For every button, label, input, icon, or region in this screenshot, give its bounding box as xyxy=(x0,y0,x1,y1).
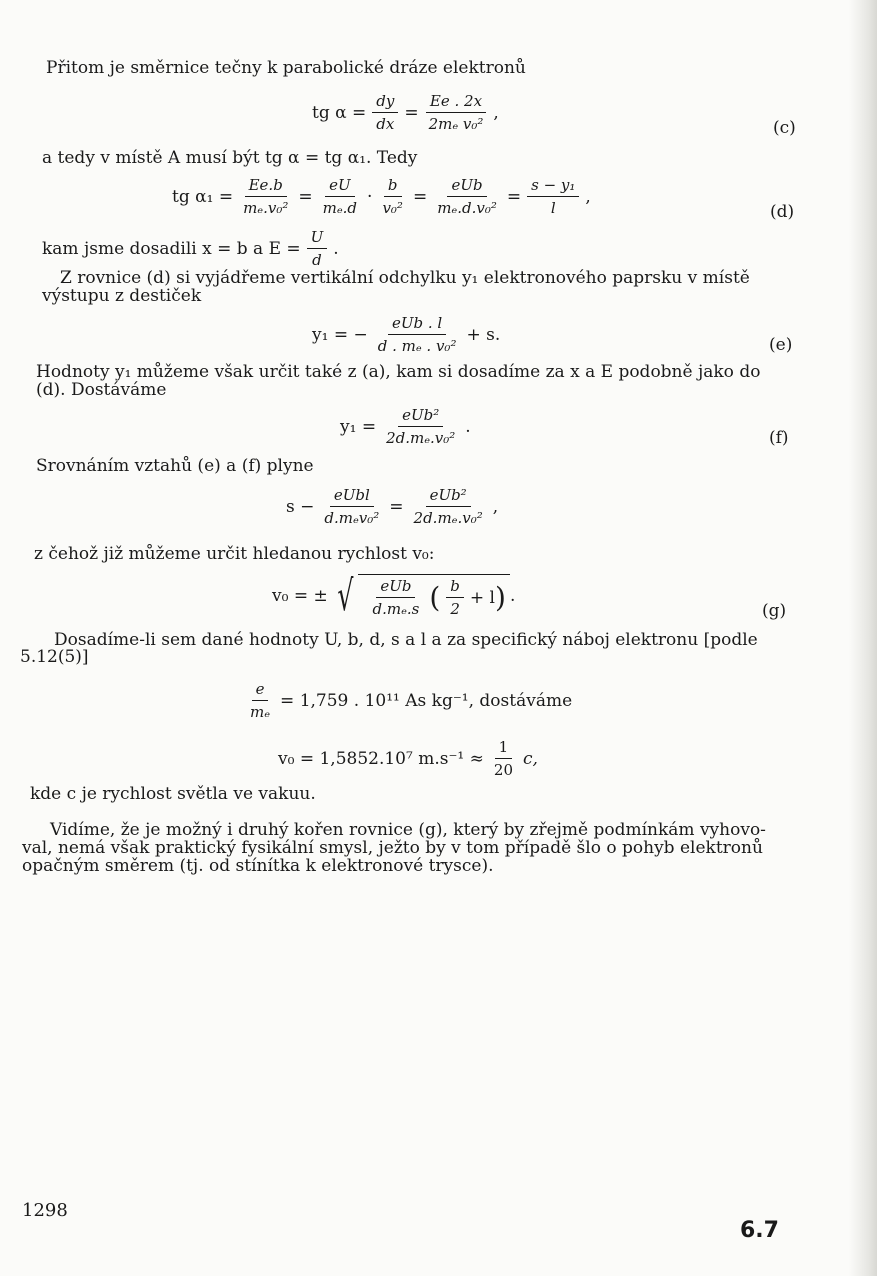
section-number: 6.7 xyxy=(740,1218,779,1243)
paragraph-7: z čehož již můžeme určit hledanou rychlost v₀: xyxy=(34,544,435,564)
paragraph-10-line-3: opačným směrem (tj. od stínítka k elektronové trysce). xyxy=(22,856,494,876)
paragraph-3: kam jsme dosadili x = b a E = $\frac{U}{d}$ . xyxy=(42,228,339,269)
eq-c-frac-1: $\frac{dy}{dx}$ xyxy=(372,92,398,133)
eq-s-frac-2: $\frac{\text{eUb²}}{\text{2d.mₑ.v₀²}}$ xyxy=(413,486,483,527)
page-edge-shadow xyxy=(849,0,877,1276)
eq-d-frac-3: $\frac{b}{\text{v₀²}}$ xyxy=(382,176,403,217)
eq-label-e: (e) xyxy=(769,335,793,355)
page-number: 1298 xyxy=(22,1200,68,1221)
eq-d-frac-5: $\frac{\text{s − y₁}}{l}$ xyxy=(527,176,579,217)
eq-label-f: (f) xyxy=(769,428,789,448)
eq-label-d: (d) xyxy=(770,202,795,222)
paragraph-2: a tedy v místě A musí být tg α = tg α₁. Tedy xyxy=(42,148,418,168)
paragraph-8-line-1: Dosadíme-li sem dané hodnoty U, b, d, s a l a za specifický náboj elektronu [podle xyxy=(54,630,758,650)
paragraph-1: Přitom je směrnice tečny k parabolické dráze elektronů xyxy=(46,58,526,78)
eq-e-frac: $\frac{\text{eUb . l}}{\text{d . mₑ . v₀²}}$ xyxy=(377,314,457,355)
equation-s: s − $\frac{\text{eUbl}}{\text{d.mₑv₀²}}$ = $\frac{\text{eUb²}}{\text{2d.mₑ.v₀²}}$ , xyxy=(286,486,499,527)
paragraph-6: Srovnáním vztahů (e) a (f) plyne xyxy=(36,456,314,476)
eq-s-frac-1: $\frac{\text{eUbl}}{\text{d.mₑv₀²}}$ xyxy=(324,486,380,527)
equation-f: y₁ = $\frac{\text{eUb²}}{\text{2d.mₑ.v₀²}}$ . xyxy=(340,406,471,447)
paragraph-9: kde c je rychlost světla ve vakuu. xyxy=(30,784,316,804)
equation-d: tg α₁ = $\frac{Ee.b}{\text{mₑ.v₀²}}$ = $\frac{eU}{\text{mₑ.d}}$ · $\frac{b}{\text{v₀²}}$ = $\frac{\text{eUb}}{\text{mₑ.d.v₀²}}$ = $\frac{\text{s − y₁}}{l}$ , xyxy=(172,176,591,217)
eq-v0-frac: $\frac{1}{20}$ xyxy=(493,738,513,779)
eq-f-frac: $\frac{\text{eUb²}}{\text{2d.mₑ.v₀²}}$ xyxy=(386,406,456,447)
paragraph-10-line-2: val, nemá však praktický fysikální smysl, ježto by v tom případě šlo o pohyb elektronů xyxy=(22,838,763,858)
eq-label-g: (g) xyxy=(762,601,787,621)
eq-label-c: (c) xyxy=(773,118,796,138)
eq-d-frac-1: $\frac{Ee.b}{\text{mₑ.v₀²}}$ xyxy=(243,176,289,217)
paragraph-8-line-2: 5.12(5)] xyxy=(20,647,89,667)
paragraph-5-line-1: Hodnoty y₁ můžeme však určit také z (a), kam si dosadíme za x a E podobně jako do xyxy=(36,362,761,382)
paragraph-10-line-1: Vidíme, že je možný i druhý kořen rovnice (g), který by zřejmě podmínkám vyhovo- xyxy=(50,820,766,840)
equation-v0: v₀ = 1,5852.10⁷ m.s⁻¹ ≈ $\frac{1}{20}$ c, xyxy=(278,738,538,779)
equation-c: tg α = $\frac{dy}{dx}$ = $\frac{Ee . 2x}{\text{2mₑ v₀²}}$ , xyxy=(312,92,499,133)
p3-frac: $\frac{U}{d}$ xyxy=(307,228,328,269)
square-root: √ $\frac{\text{eUb}}{\text{d.mₑ.s}}$ ( $\frac{b}{2}$ + l ) xyxy=(332,574,510,618)
eq-d-frac-2: $\frac{eU}{\text{mₑ.d}}$ xyxy=(322,176,358,217)
eq-g-inner-frac: $\frac{b}{2}$ xyxy=(446,577,464,618)
equation-e: y₁ = − $\frac{\text{eUb . l}}{\text{d . mₑ . v₀²}}$ + s. xyxy=(312,314,501,355)
paragraph-4-line-2: výstupu z destiček xyxy=(42,286,202,306)
eq-d-frac-4: $\frac{\text{eUb}}{\text{mₑ.d.v₀²}}$ xyxy=(437,176,497,217)
eq-g-frac: $\frac{\text{eUb}}{\text{d.mₑ.s}}$ xyxy=(372,577,420,618)
equation-g: v₀ = ± √ $\frac{\text{eUb}}{\text{d.mₑ.s}}$ ( $\frac{b}{2}$ + l ) . xyxy=(272,571,516,620)
paragraph-5-line-2: (d). Dostáváme xyxy=(36,380,167,400)
eq-em-frac: $\frac{e}{\text{mₑ}}$ xyxy=(250,680,271,721)
eq-c-lhs: tg α = xyxy=(312,102,367,123)
paragraph-4-line-1: Z rovnice (d) si vyjádřeme vertikální odchylku y₁ elektronového paprsku v místě xyxy=(60,268,750,288)
equation-specific-charge: $\frac{e}{\text{mₑ}}$ = 1,759 . 10¹¹ As kg⁻¹, dostáváme xyxy=(240,680,572,721)
eq-c-frac-2: $\frac{Ee . 2x}{\text{2mₑ v₀²}}$ xyxy=(425,92,488,133)
